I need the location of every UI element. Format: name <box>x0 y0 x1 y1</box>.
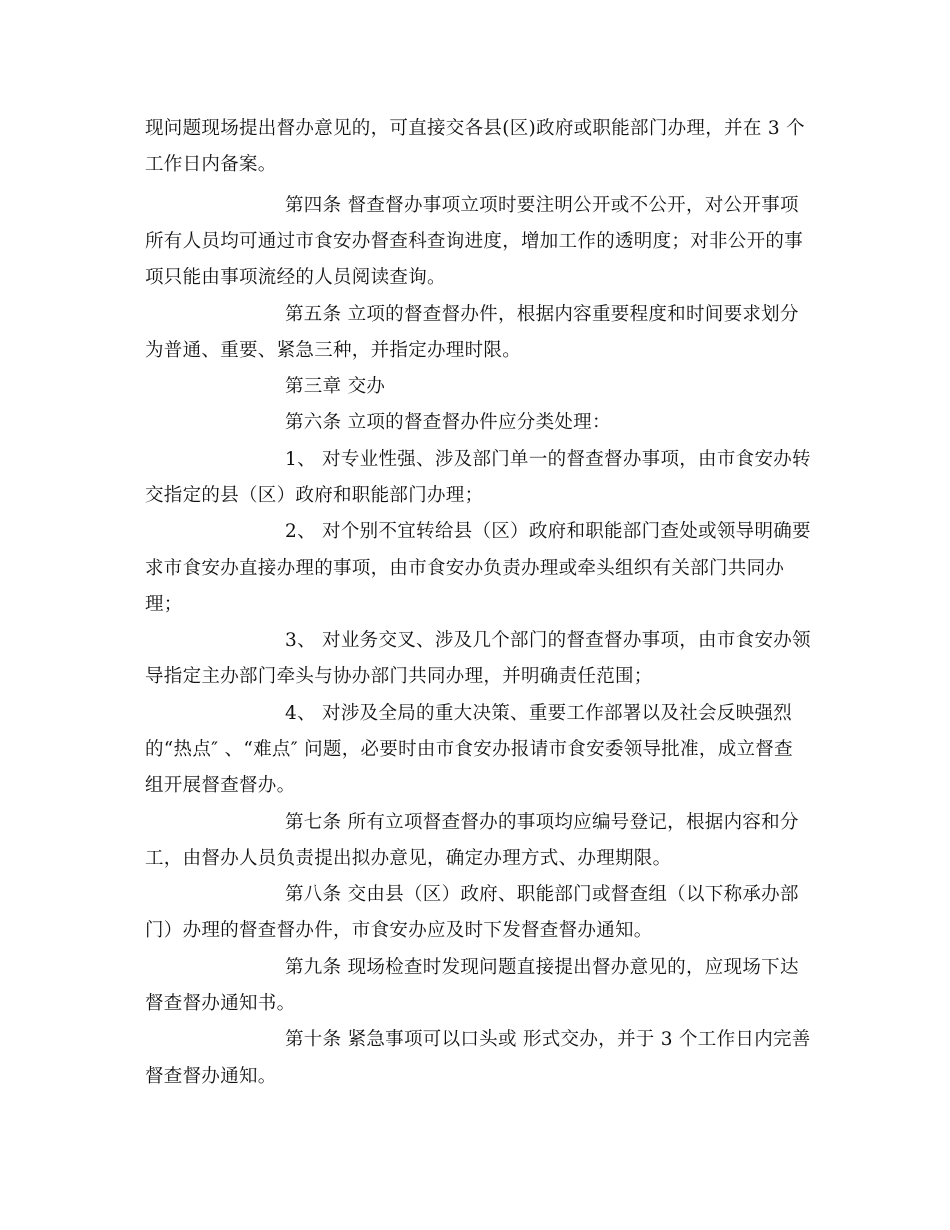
list-item-1: 1、 对专业性强、涉及部门单一的督查督办事项，由市食安办转 <box>285 449 811 470</box>
text-line: 项只能由事项流经的人员阅读查询。 <box>145 267 446 288</box>
article-5-heading: 第五条 立项的督查督办件，根据内容重要程度和时间要求划分 <box>285 304 799 325</box>
article-4-heading: 第四条 督查督办事项立项时要注明公开或不公开，对公开事项 <box>285 195 799 216</box>
text-line: 督查督办通知书。 <box>145 993 296 1014</box>
text-line: 所有人员均可通过市食安办督查科查询进度，增加工作的透明度；对非公开的事 <box>145 231 804 252</box>
text-line: 组开展督查督办。 <box>145 775 296 796</box>
chapter-3-heading: 第三章 交办 <box>285 376 386 397</box>
text-line: 导指定主办部门牵头与协办部门共同办理，并明确责任范围； <box>145 666 653 687</box>
list-item-4: 4、 对涉及全局的重大决策、重要工作部署以及社会反映强烈 <box>285 703 793 724</box>
text-line: 督查督办通知。 <box>145 1066 277 1087</box>
text-line: 门）办理的督查督办件，市食安办应及时下发督查督办通知。 <box>145 920 653 941</box>
text-line: 理； <box>145 594 183 615</box>
article-8-heading: 第八条 交由县（区）政府、职能部门或督查组（以下称承办部 <box>285 884 799 905</box>
text-line: 工作日内备案。 <box>145 154 277 175</box>
text-line: 求市食安办直接办理的事项，由市食安办负责办理或牵头组织有关部门共同办 <box>145 558 785 579</box>
text-line: 交指定的县（区）政府和职能部门办理； <box>145 485 484 506</box>
list-item-3: 3、 对业务交叉、涉及几个部门的督查督办事项，由市食安办领 <box>285 630 811 651</box>
text-line: 的“热点″ 、“难点″ 问题，必要时由市食安办报请市食安委领导批准，成立督查 <box>145 739 793 760</box>
text-line: 现问题现场提出督办意见的，可直接交各县(区)政府或职能部门办理，并在 3 个 <box>145 118 805 139</box>
article-10-heading: 第十条 紧急事项可以口头或 形式交办，并于 3 个工作日内完善 <box>285 1029 811 1050</box>
article-9-heading: 第九条 现场检查时发现问题直接提出督办意见的，应现场下达 <box>285 957 799 978</box>
text-line: 工，由督办人员负责提出拟办意见，确定办理方式、办理期限。 <box>145 848 672 869</box>
article-6-heading: 第六条 立项的督查督办件应分类处理： <box>285 412 611 433</box>
list-item-2: 2、 对个别不宜转给县（区）政府和职能部门查处或领导明确要 <box>285 521 811 542</box>
article-7-heading: 第七条 所有立项督查督办的事项均应编号登记，根据内容和分 <box>285 812 799 833</box>
text-line: 为普通、重要、紧急三种，并指定办理时限。 <box>145 340 522 361</box>
